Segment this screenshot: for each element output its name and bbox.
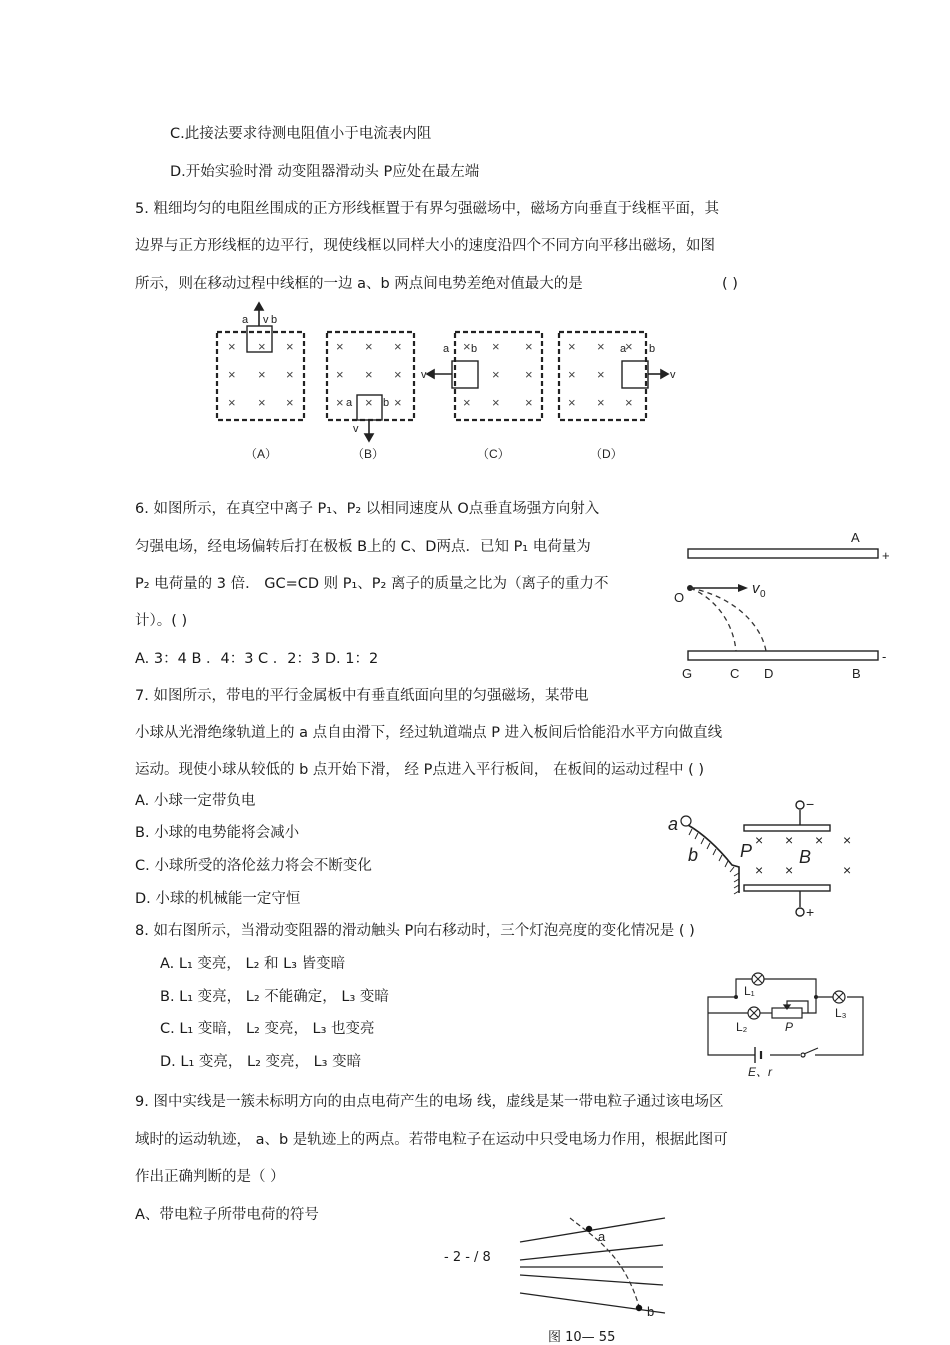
fig5d-label-b: b	[649, 343, 656, 355]
fig7-field-b: B	[799, 847, 812, 867]
question-7-option-b: B. 小球的电势能将会减小	[135, 825, 300, 841]
cross-mark: ×	[463, 395, 471, 410]
cross-mark: ×	[597, 395, 605, 410]
fig5a-label-b: b	[271, 314, 278, 326]
figure-8	[700, 965, 875, 1080]
fig5c-label-v: v	[421, 369, 427, 381]
question-6-options: A. 3：4 B ．4：3 C ．2：3 D. 1：2	[135, 651, 379, 667]
fig7-cross: ×	[785, 862, 794, 878]
fig7-cross: ×	[755, 862, 764, 878]
cross-mark: ×	[336, 367, 344, 382]
figure-6	[668, 525, 898, 685]
cross-mark: ×	[394, 339, 402, 354]
fig6-point-b: B	[852, 666, 861, 681]
fig6-plus-sign: +	[882, 548, 890, 563]
fig5a-label-v: v	[263, 314, 269, 326]
cross-mark: ×	[463, 339, 471, 354]
fig5-caption-b: （B）	[352, 447, 385, 461]
cross-mark: ×	[492, 367, 500, 382]
fig5d-label-v: v	[670, 369, 676, 381]
cross-mark: ×	[365, 367, 373, 382]
option-d-q4: D.开始实验时滑 动变阻器滑动头 P应处在最左端	[170, 164, 480, 180]
fig8-label-l2: L₂	[736, 1020, 748, 1034]
fig5-caption-d: （D）	[590, 447, 623, 461]
fig7-point-p: P	[740, 841, 753, 861]
fig7-point-b: b	[688, 845, 699, 865]
cross-mark: ×	[286, 395, 294, 410]
cross-mark: ×	[228, 339, 236, 354]
cross-mark: ×	[258, 367, 266, 382]
cross-mark: ×	[365, 339, 373, 354]
cross-mark: ×	[525, 395, 533, 410]
question-9-line1: 9. 图中实线是一簇未标明方向的由点电荷产生的电场 线，虚线是某一带电粒子通过该电场区	[135, 1094, 724, 1110]
question-7-option-c: C. 小球所受的洛伦兹力将会不断变化	[135, 858, 372, 874]
cross-mark: ×	[568, 339, 576, 354]
fig5c-label-a: a	[443, 343, 450, 355]
cross-mark: ×	[597, 367, 605, 382]
figure-9	[515, 1210, 685, 1325]
question-6-line3: P₂ 电荷量的 3 倍． GC=CD 则 P₁、P₂ 离子的质量之比为（离子的重力不	[135, 576, 609, 592]
cross-mark: ×	[336, 395, 344, 410]
fig9-point-a: a	[598, 1229, 606, 1244]
fig6-v0-sub: 0	[760, 589, 766, 600]
fig6-point-c: C	[730, 666, 740, 681]
fig5b-label-a: a	[346, 397, 353, 409]
question-8-option-a: A. L₁ 变亮， L₂ 和 L₃ 皆变暗	[160, 956, 346, 972]
cross-mark: ×	[597, 339, 605, 354]
fig7-minus: −	[806, 796, 815, 812]
question-5-line1: 5. 粗细均匀的电阻丝围成的正方形线框置于有界匀强磁场中，磁场方向垂直于线框平面，其	[135, 201, 719, 217]
cross-mark: ×	[228, 367, 236, 382]
option-c-q4: C.此接法要求待测电阻值小于电流表内阻	[170, 126, 432, 142]
fig6-v0: v	[752, 580, 760, 597]
fig6-origin: O	[674, 590, 685, 605]
cross-mark: ×	[568, 395, 576, 410]
fig9-point-b: b	[647, 1304, 655, 1319]
question-8-option-b: B. L₁ 变亮， L₂ 不能确定， L₃ 变暗	[160, 989, 389, 1005]
fig5c-label-b: b	[471, 343, 478, 355]
question-7-line1: 7. 如图所示，带电的平行金属板中有垂直纸面向里的匀强磁场，某带电	[135, 688, 589, 704]
cross-mark: ×	[258, 395, 266, 410]
page-number: - 2 - / 8	[444, 1250, 491, 1265]
cross-mark: ×	[525, 339, 533, 354]
cross-mark: ×	[625, 339, 633, 354]
cross-mark: ×	[365, 395, 373, 410]
fig6-plate-a: A	[851, 530, 860, 545]
fig5d-label-a: a	[620, 343, 627, 355]
fig8-label-l3: L₃	[835, 1006, 847, 1020]
question-5-bracket: ( )	[722, 276, 738, 292]
figure-9-caption: 图 10— 55	[548, 1330, 616, 1345]
figure-7	[660, 795, 870, 925]
figure-5	[200, 300, 700, 470]
cross-mark: ×	[492, 339, 500, 354]
cross-mark: ×	[286, 367, 294, 382]
fig8-label-source: E、r	[748, 1065, 773, 1079]
fig7-plus: +	[806, 904, 815, 920]
fig8-label-p: P	[785, 1020, 794, 1034]
question-8-option-c: C. L₁ 变暗， L₂ 变亮， L₃ 也变亮	[160, 1021, 375, 1037]
cross-mark: ×	[625, 395, 633, 410]
question-5-line3: 所示，则在移动过程中线框的一边 a、b 两点间电势差绝对值最大的是	[135, 276, 583, 292]
question-9-line2: 域时的运动轨迹， a、b 是轨迹上的两点。若带电粒子在运动中只受电场力作用，根据此图可	[135, 1132, 728, 1148]
question-8-line1: 8. 如右图所示，当滑动变阻器的滑动触头 P向右移动时，三个灯泡亮度的变化情况是 ( )	[135, 923, 695, 939]
cross-mark: ×	[394, 395, 402, 410]
question-7-option-d: D. 小球的机械能一定守恒	[135, 891, 301, 907]
fig6-minus-sign: -	[882, 649, 887, 664]
fig5b-label-b: b	[383, 397, 390, 409]
fig7-cross: ×	[815, 832, 824, 848]
cross-mark: ×	[525, 367, 533, 382]
question-5-line2: 边界与正方形线框的边平行，现使线框以同样大小的速度沿四个不同方向平移出磁场，如图	[135, 238, 715, 254]
question-9-line3: 作出正确判断的是（ ）	[135, 1169, 285, 1185]
question-8-option-d: D. L₁ 变亮， L₂ 变亮， L₃ 变暗	[160, 1054, 362, 1070]
question-7-line3: 运动。现使小球从较低的 b 点开始下滑， 经 P点进入平行板间， 在板间的运动过程中 ( )	[135, 762, 705, 778]
fig7-cross: ×	[843, 832, 852, 848]
fig5-caption-a: （A）	[245, 447, 278, 461]
fig7-point-a: a	[668, 814, 679, 834]
fig5b-label-v: v	[353, 423, 359, 435]
cross-mark: ×	[336, 339, 344, 354]
cross-mark: ×	[394, 367, 402, 382]
fig7-cross: ×	[755, 832, 764, 848]
fig6-point-d: D	[764, 666, 774, 681]
fig5-caption-c: （C）	[477, 447, 510, 461]
question-6-line2: 匀强电场，经电场偏转后打在极板 B上的 C、D两点．已知 P₁ 电荷量为	[135, 539, 591, 555]
question-7-line2: 小球从光滑绝缘轨道上的 a 点自由滑下，经过轨道端点 P 进入板间后恰能沿水平方向做直线	[135, 725, 723, 741]
fig8-label-l1: L₁	[744, 984, 755, 998]
cross-mark: ×	[286, 339, 294, 354]
fig7-cross: ×	[785, 832, 794, 848]
question-7-option-a: A. 小球一定带负电	[135, 793, 256, 809]
cross-mark: ×	[568, 367, 576, 382]
fig6-point-g: G	[682, 666, 693, 681]
question-9-option-a: A、带电粒子所带电荷的符号	[135, 1207, 319, 1223]
cross-mark: ×	[258, 339, 266, 354]
question-6-line4: 计）。( )	[135, 613, 188, 629]
fig5a-label-a: a	[242, 314, 249, 326]
cross-mark: ×	[492, 395, 500, 410]
cross-mark: ×	[228, 395, 236, 410]
question-6-line1: 6. 如图所示，在真空中离子 P₁、P₂ 以相同速度从 O点垂直场强方向射入	[135, 501, 600, 517]
fig7-cross: ×	[843, 862, 852, 878]
